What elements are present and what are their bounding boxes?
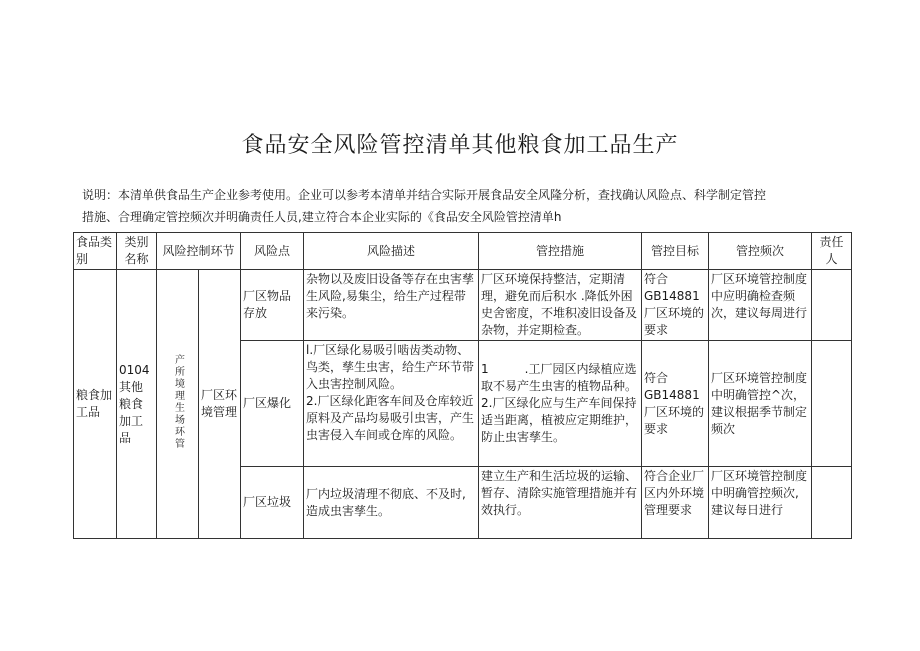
table-header-row: [74, 233, 852, 270]
responsible-cell: [812, 341, 852, 467]
control-measures-cell: 厂区环境保持整洁，定期清理，避免而后积水 .降低外困史舍密度，不堆积凌旧设备及杂物，并定期检查。: [479, 270, 642, 341]
header-cell: 风险描述: [304, 233, 479, 270]
control-frequency-cell: 厂区环境管控制度中明确管控^次，建议根据季节制定频次: [709, 341, 812, 467]
risk-point-cell: 厂区垃圾: [241, 467, 304, 539]
control-stage-vertical-cell: [157, 270, 199, 539]
note-line-2: 措施、合理确定管控频次并明确责任人员,建立符合本企业实际的《食品安全风险管控清单h: [82, 210, 562, 224]
control-measures-cell: 1 .工厂园区内绿植应选取不易产生虫害的植物品种。 2.厂区绿化应与生产车间保持适当距离，植被应定期维护，防止虫害孳生。: [479, 341, 642, 467]
header-cell: 管控措施: [479, 233, 642, 270]
risk-description-cell: 厂内垃圾清理不彻底、不及时,造成虫害孳生。: [304, 467, 479, 539]
control-stage-vertical-text: 产所境理生场环管: [172, 353, 184, 450]
note-line-1: 说明：本清单供食品生产企业参考使用。企业可以参考本清单并结合实际开展食品安全风隆分析，查找确认风险点、科学制定管控: [82, 188, 767, 202]
food-category-cell: 粮食加工品: [74, 270, 117, 539]
control-target-cell: 符合GB14881厂区环境的要求: [642, 341, 709, 467]
header-cell: 管控目标: [642, 233, 709, 270]
control-measures-cell: 建立生产和生活垃圾的运输、暂存、清除实施管理措施并有效执行。: [479, 467, 642, 539]
header-cell: 风险点: [241, 233, 304, 270]
header-cell: 责任人: [812, 233, 852, 270]
risk-point-cell: 厂区物品存放: [241, 270, 304, 341]
header-cell: 风险控制环节: [157, 233, 241, 270]
table-row: [74, 270, 852, 341]
responsible-cell: [812, 270, 852, 341]
risk-control-table: [73, 232, 852, 539]
risk-description-cell: 杂物以及废旧设备等存在虫害孳生风险,易集尘，给生产过程带来污染。: [304, 270, 479, 341]
header-cell: 食品类别: [74, 233, 117, 270]
risk-point-cell: 厂区爆化: [241, 341, 304, 467]
control-frequency-cell: 厂区环境管控制度中明确管控频次,建议每日进行: [709, 467, 812, 539]
control-stage-cell: 厂区环境管理: [199, 270, 241, 539]
category-name-cell: 0104其他粮食加工品: [117, 270, 157, 539]
header-cell: 管控频次: [709, 233, 812, 270]
header-cell: 类别名称: [117, 233, 157, 270]
control-frequency-cell: 厂区环境管控制度中应明确检查频次，建议每周进行: [709, 270, 812, 341]
responsible-cell: [812, 467, 852, 539]
page-title: 食品安全风险管控清单其他粮食加工品生产: [241, 133, 679, 158]
risk-description-cell: l.厂区绿化易吸引啮齿类动物、鸟类，孳生虫害，给生产环节带入虫害控制风险。 2.厂区绿化距客车间及仓库较近原料及产品均易吸引虫害，产生虫害侵入车间或仓库的风险。: [304, 341, 479, 467]
control-target-cell: 符合企业厂区内外环境管理要求: [642, 467, 709, 539]
control-target-cell: 符合GB14881厂区环境的要求: [642, 270, 709, 341]
